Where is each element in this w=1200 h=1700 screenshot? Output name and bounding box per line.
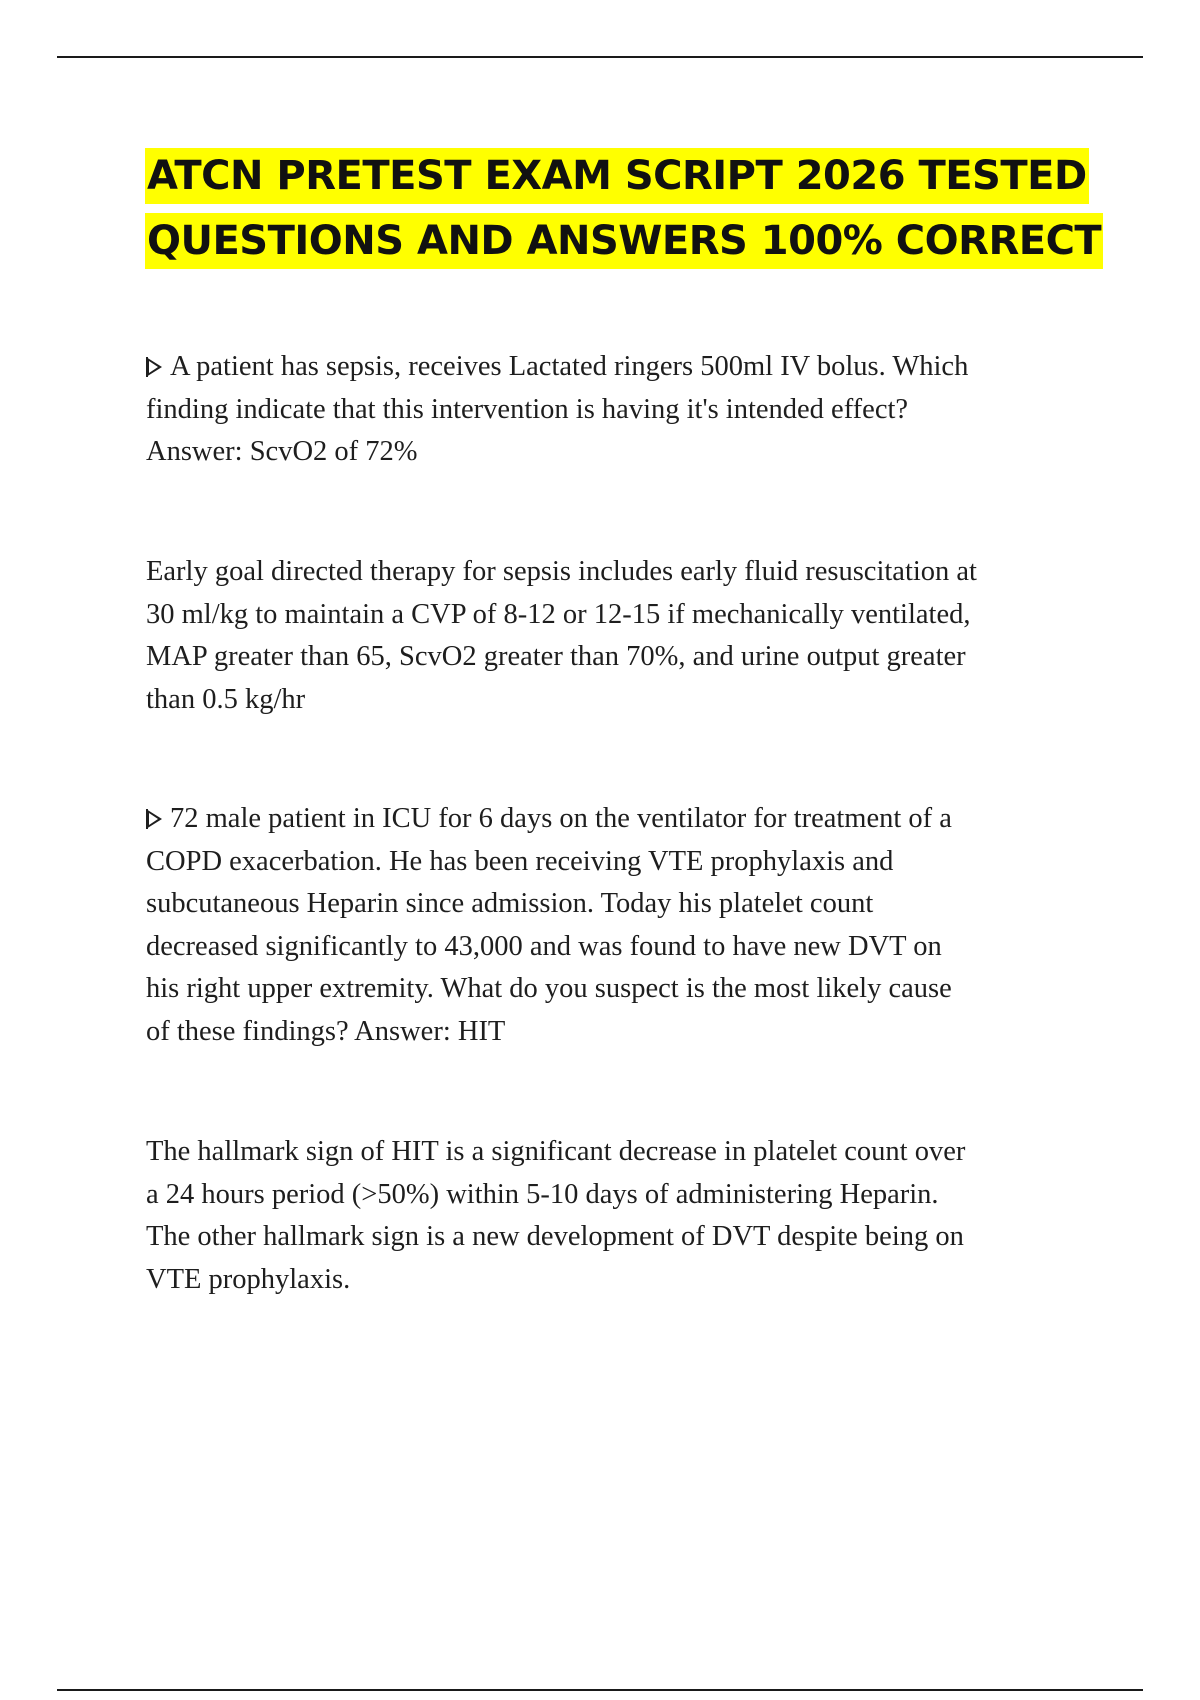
paragraph-line: The other hallmark sign is a new development of DVT despite being on bbox=[146, 1221, 964, 1252]
paragraph-line: Early goal directed therapy for sepsis includes early fluid resuscitation at bbox=[146, 556, 977, 587]
paragraph-line bbox=[146, 798, 1086, 841]
question-paragraph-1 bbox=[146, 346, 1086, 474]
paragraph-line: The hallmark sign of HIT is a significant decrease in platelet count over bbox=[146, 1136, 966, 1167]
paragraph-line: Answer: ScvO2 of 72% bbox=[146, 436, 418, 467]
paragraph-line: decreased significantly to 43,000 and was found to have new DVT on bbox=[146, 930, 942, 962]
outlined-triangle-bullet-icon bbox=[146, 357, 162, 377]
paragraph-line: his right upper extremity. What do you suspect is the most likely cause bbox=[146, 973, 952, 1004]
paragraph-line: of these findings? Answer: HIT bbox=[146, 1015, 506, 1047]
footer-rule bbox=[57, 1689, 1143, 1691]
paragraph-line: MAP greater than 65, ScvO2 greater than 70%, and urine output greater bbox=[146, 641, 966, 672]
explanation-paragraph-1 bbox=[146, 551, 1086, 721]
header-rule bbox=[57, 56, 1143, 58]
paragraph-line: than 0.5 kg/hr bbox=[146, 683, 306, 715]
outlined-triangle-bullet-icon bbox=[146, 809, 162, 829]
document-title bbox=[145, 145, 1105, 275]
paragraph-line: a 24 hours period (>50%) within 5-10 days of administering Heparin. bbox=[146, 1178, 939, 1210]
paragraph-line: 30 ml/kg to maintain a CVP of 8-12 or 12-15 if mechanically ventilated, bbox=[146, 598, 971, 630]
question-paragraph-2 bbox=[146, 798, 1086, 1053]
explanation-paragraph-2 bbox=[146, 1131, 1086, 1301]
paragraph-line: subcutaneous Heparin since admission. Today his platelet count bbox=[146, 888, 874, 919]
line-text: 72 male patient in ICU for 6 days on the ventilator for treatment of a bbox=[170, 803, 952, 834]
paragraph-line: COPD exacerbation. He has been receiving VTE prophylaxis and bbox=[146, 845, 894, 877]
line-text: A patient has sepsis, receives Lactated ringers 500ml IV bolus. Which bbox=[170, 351, 969, 382]
paragraph-line: VTE prophylaxis. bbox=[146, 1263, 351, 1295]
paragraph-line: finding indicate that this intervention is having it's intended effect? bbox=[146, 393, 909, 425]
paragraph-line bbox=[146, 346, 1086, 389]
title-line-2: QUESTIONS AND ANSWERS 100% CORRECT bbox=[145, 213, 1103, 269]
title-line-1: ATCN PRETEST EXAM SCRIPT 2026 TESTED bbox=[145, 148, 1089, 204]
